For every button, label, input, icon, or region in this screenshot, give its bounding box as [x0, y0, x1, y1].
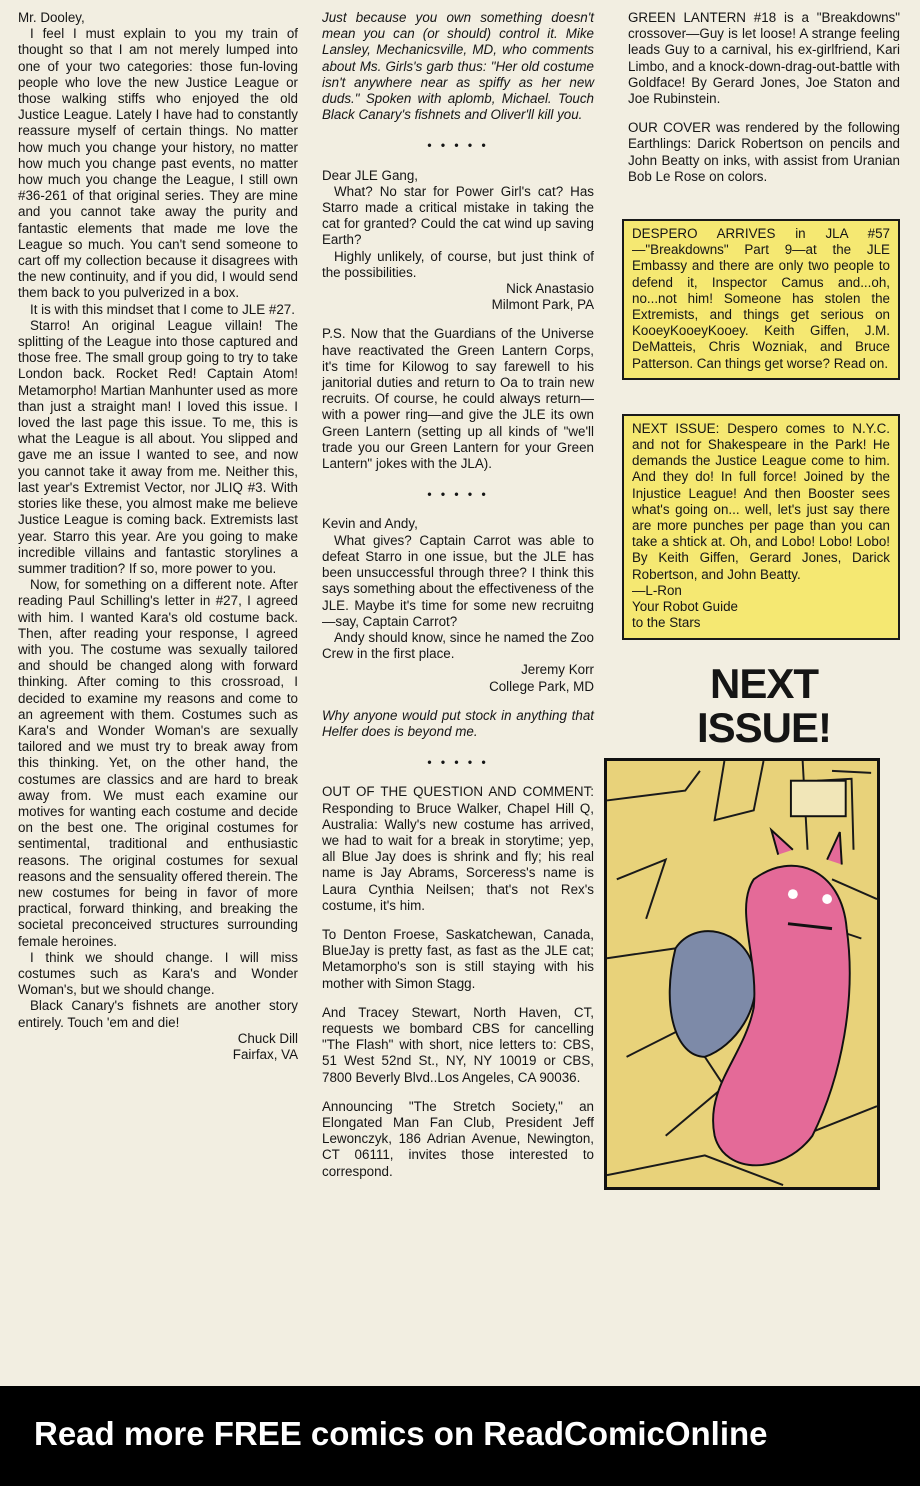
next-issue-heading-2: ISSUE! — [696, 703, 832, 751]
letter-signature-name: Jeremy Korr — [521, 662, 594, 678]
letter-paragraph: What? No star for Power Girl's cat? Has Starro made a critical mistake in taking the cat for granted? Could the cat wind up saving Earth? — [322, 183, 594, 248]
letter-column-2 — [322, 10, 594, 1180]
letter-signature-place: College Park, MD — [489, 678, 594, 694]
letter-signature-place: Fairfax, VA — [232, 1047, 298, 1062]
letter-signature-name: Chuck Dill — [237, 1030, 298, 1046]
letter-postscript: P.S. Now that the Guardians of the Universe have reactivated the Green Lantern Corps, it's time for Kilowog to say farewell to his janitorial duties and return to Oa to train new recruits. Of course, he could always return—with a power ring—and give the JLE its own Green Lantern (setting up all kinds of "we'll trade you our Green Lantern for your Green Lantern" jokes with the JLA). — [322, 326, 594, 472]
despero-promo-box — [622, 219, 900, 380]
letter-salutation: Mr. Dooley, — [18, 10, 85, 25]
letter-paragraph: Highly unlikely, of course, but just think of the possibilities. — [322, 248, 594, 280]
letter-paragraph: I feel I must explain to you my train of thought so that I am not merely lumped into one of your two categories: those fun-loving people who love the new Justice League or those walking stiffs who enjoyed the old Justice League. Lately I have had to constantly reassure myself of certain things. No matter how much you change your history, no matter how much you change past events, no matter how much you change the League, I still own #36-261 of that original series. They are mine and you cannot take away the purity and fantastic elements that made me love the League so much. You can't send someone to cart off my collection because it disagrees with the new continuity, and if you did, I would send them back to you pulverized in a box. — [18, 26, 298, 301]
next-issue-cover-art — [604, 758, 880, 1190]
separator-stars: • • • • • — [427, 487, 489, 502]
letter-paragraph: Starro! An original League villain! The splitting of the League into those captured and those free. The small group going to try to take London back. Rocket Red! Captain Atom! Metamorpho! Martian Manhunter used as more than just a straight man! I loved this issue. I loved the last page this issue. To me, this is what the League is all about. You slipped and gave me an issue I wanted to see, and now you cannot take it away from me. Neither this, last year's Extremist Vector, nor JLIQ #3. With stories like these, you almost make me believe Justice League is coming back. Extremists last year. Starro this year. Are you going to make incredible villains and fantastic storylines a summer tradition? If so, more power to you. — [18, 317, 298, 576]
separator-stars: • • • • • — [427, 755, 489, 770]
out-of-question-paragraph: Announcing "The Stretch Society," an Elongated Man Fan Club, President Jeff Lewonczyk, 186 Adrian Avenue, Newington, CT 06111, invites those interested to correspond. — [322, 1098, 594, 1179]
next-issue-heading-1: NEXT — [709, 659, 818, 707]
letter-paragraph: Andy should know, since he named the Zoo Crew in the first place. — [322, 629, 594, 662]
letter-paragraph: I think we should change. I will miss costumes such as Kara's and Wonder Woman's, but we should change. — [18, 949, 298, 998]
robot-guide-signature: —L-Ron — [632, 582, 682, 598]
footer-promo-text: Read more FREE comics on ReadComicOnline — [34, 1415, 768, 1452]
letter-column-1 — [18, 10, 298, 1063]
letter-paragraph: Black Canary's fishnets are another story entirely. Touch 'em and die! — [18, 998, 298, 1030]
letter-column-3 — [628, 10, 900, 1190]
out-of-question-paragraph: To Denton Froese, Saskatchewan, Canada, BlueJay is pretty fast, as fast as the JLE cat; Metamorpho's son is still staying with his mother with Simon Stagg. — [322, 926, 594, 991]
letter-paragraph: What gives? Captain Carrot was able to defeat Starro in one issue, but the JLE has been unsuccessful through three? I think this says something about the effectiveness of the JLE. Maybe it's time for some new recruitng—say, Captain Carrot? — [322, 532, 594, 629]
letter-signature-name: Nick Anastasio — [506, 281, 594, 297]
out-of-question-paragraph: OUT OF THE QUESTION AND COMMENT: Responding to Bruce Walker, Chapel Hill Q, Australia: Wally's new costume has arrived, we had to wait for a break in storytime; yep, all Blue Jay does is shrink and fly; his real name is Jay Abrams, Sorceress's name is Laura Cynthia Neilsen; that's not Rex's costume, it's him. — [322, 784, 594, 913]
cover-credits: OUR COVER was rendered by the following Earthlings: Darick Robertson on pencils and John Beatty on inks, with assist from Uranian Bob Le Rose on colors. — [628, 120, 900, 184]
robot-guide-title-2: to the Stars — [632, 615, 701, 631]
green-lantern-promo: GREEN LANTERN #18 is a "Breakdowns" crossover—Guy is let loose! A strange feeling leads Guy to a carnival, his ex-girlfriend, Kari Limbo, and a knock-down-drag-out-battle with Goldface! By Gerard Jones, Joe Staton and Joe Rubinstein. — [628, 10, 900, 107]
letter-salutation: Dear JLE Gang, — [322, 167, 419, 183]
letter-signature-place: Milmont Park, PA — [491, 297, 594, 313]
despero-promo-text: DESPERO ARRIVES in JLA #57—"Breakdowns" Part 9—at the JLE Embassy and there are only two people to defend it, Inspector Camus and...oh, no...not him! Someone has stolen the Extremists, and things get serious on KooeyKooeyKooey. Keith Giffen, J.M. DeMatteis, Chris Wozniak, and Bruce Patterson. Can things get worse? Read on. — [632, 226, 890, 371]
editor-reply: Just because you own something doesn't mean you can (or should) control it. Mike Lansley, Mechanicsville, MD, who comments about Ms. Girls's garb thus: "Her old costume isn't anywhere near as spiffy as her new duds." Spoken with aplomb, Michael. Touch Black Canary's fishnets and Oliver'll kill you. — [322, 10, 594, 123]
out-of-question-paragraph: And Tracey Stewart, North Haven, CT, requests we bombard CBS for cancelling "The Flash" with short, nice letters to: CBS, 51 West 52nd St., NY, NY 10019 or CBS, 7800 Beverly Blvd..Los Angeles, CA 90036. — [322, 1004, 594, 1085]
letter-salutation: Kevin and Andy, — [322, 516, 418, 532]
separator-stars: • • • • • — [427, 138, 489, 153]
next-issue-box — [622, 414, 900, 640]
editor-reply: Why anyone would put stock in anything that Helfer does is beyond me. — [322, 707, 594, 739]
letter-paragraph: It is with this mindset that I come to JLE #27. — [30, 301, 295, 317]
letter-paragraph: Now, for something on a different note. After reading Paul Schilling's letter in #27, I agreed with him. I wanted Kara's old costume back. Then, after reading your response, I agreed with you. The costume was sexually tailored and should be changed along with forward thinking. After coming to this crossroad, I decided to examine my reasons and come to an agreement with them. Costumes such as Kara's and Wonder Woman's are sexually tailored and we must try to break away from this thinking. Yet, on the other hand, the costumes are classics and are hard to break away from. We must each examine our motives for wanting each costume and decide on the best one. The original costumes for sentimental, traditional and enthusiastic reasons. The original costumes for sexual reasons and the sensuality offered therein. The new costumes for being in favor of more practical, forward thinking, and breaking the societal preconceived structures surrounding female heroines. — [18, 577, 298, 949]
robot-guide-title: Your Robot Guide — [632, 599, 738, 615]
next-issue-text: NEXT ISSUE: Despero comes to N.Y.C. and not for Shakespeare in the Park! He demands the Justice League come to him. And they do! In full force! Joined by the Injustice League! And then Booster sees what's going on... well, let's just say there are more punches per page than you can take a shtick at. Oh, and Lobo! Lobo! Lobo! By Keith Giffen, Gerard Jones, Darick Robertson, and John Beatty. — [632, 420, 890, 582]
